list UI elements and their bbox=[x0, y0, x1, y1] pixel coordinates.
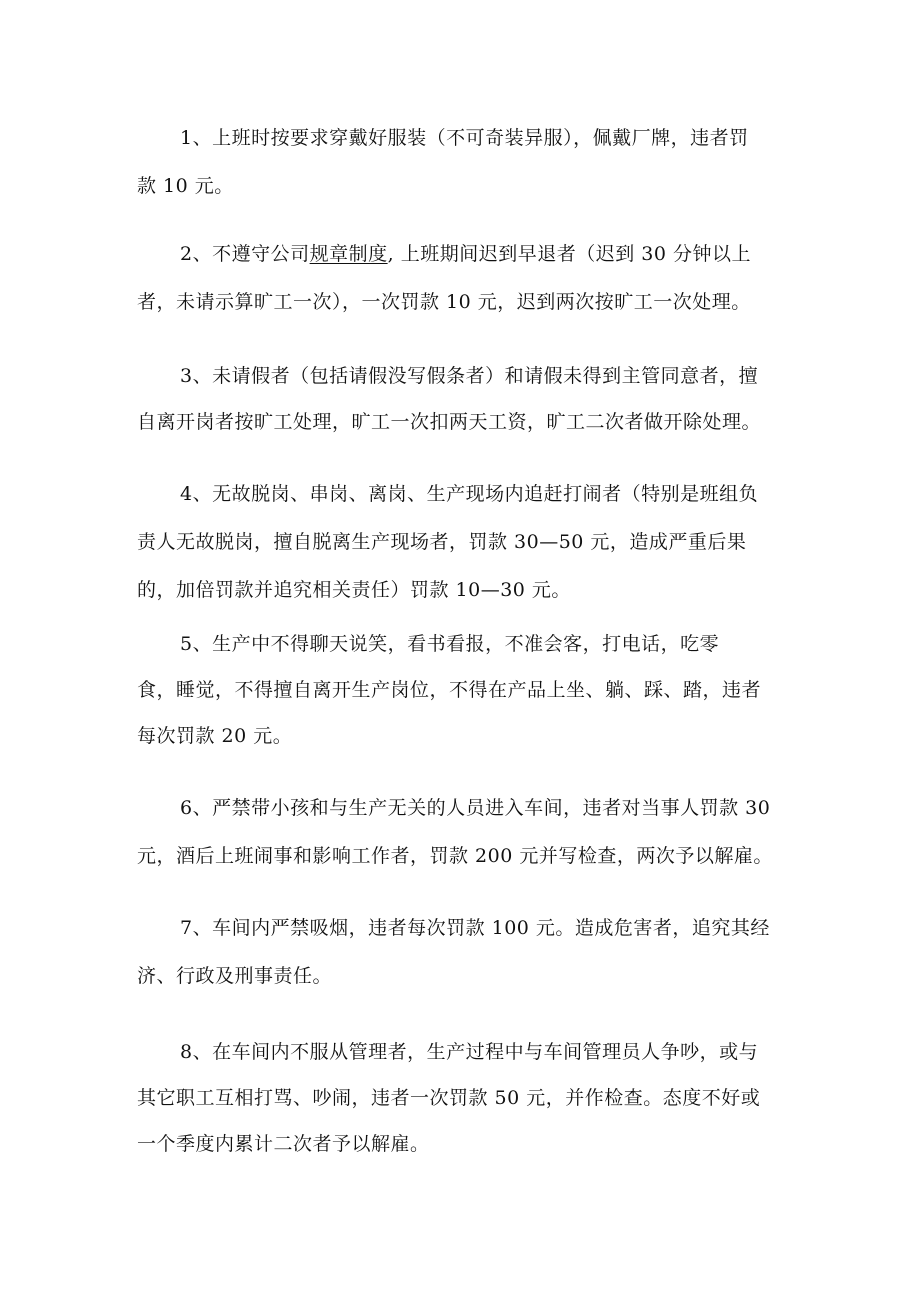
rule-1-line-1: 1、上班时按要求穿戴好服装（不可奇装异服），佩戴厂牌，违者罚 bbox=[180, 127, 749, 149]
rule-8-line-1: 8、在车间内不服从管理者，生产过程中与车间管理员人争吵，或与 bbox=[180, 1041, 759, 1063]
rule-2-underlined-term: 规章制度 bbox=[309, 243, 388, 265]
rule-3-line-1: 3、未请假者（包括请假没写假条者）和请假未得到主管同意者，擅 bbox=[180, 365, 759, 387]
rule-2-text-end: , 上班期间迟到早退者（迟到 30 分钟以上 bbox=[387, 243, 751, 265]
rule-8-line-2: 其它职工互相打骂、吵闹，违者一次罚款 50 元，并作检查。态度不好或 bbox=[137, 1087, 761, 1109]
rule-2-text-start: 2、不遵守公司 bbox=[180, 243, 310, 265]
rule-5-line-1: 5、生产中不得聊天说笑，看书看报，不准会客，打电话，吃零 bbox=[180, 633, 720, 655]
rule-7-line-1: 7、车间内严禁吸烟，违者每次罚款 100 元。造成危害者，追究其经 bbox=[180, 917, 770, 939]
rule-6-line-2: 元，酒后上班闹事和影响工作者，罚款 200 元并写检查，两次予以解雇。 bbox=[137, 845, 773, 867]
rule-2-line-2: 者，未请示算旷工一次），一次罚款 10 元，迟到两次按旷工一次处理。 bbox=[137, 291, 751, 313]
rule-5-line-2: 食，睡觉，不得擅自离开生产岗位，不得在产品上坐、躺、踩、踏，违者 bbox=[137, 679, 762, 701]
rule-4-line-1: 4、无故脱岗、串岗、离岗、生产现场内追赶打闹者（特别是班组负 bbox=[180, 483, 759, 505]
rule-6-line-1: 6、严禁带小孩和与生产无关的人员进入车间，违者对当事人罚款 30 bbox=[180, 797, 771, 819]
rule-8-line-3: 一个季度内累计二次者予以解雇。 bbox=[137, 1133, 430, 1155]
rule-7-line-2: 济、行政及刑事责任。 bbox=[137, 965, 333, 987]
rule-5-line-3: 每次罚款 20 元。 bbox=[137, 725, 293, 747]
rule-4-line-3: 的，加倍罚款并追究相关责任）罚款 10—30 元。 bbox=[137, 579, 571, 601]
rule-1-line-2: 款 10 元。 bbox=[137, 175, 234, 197]
rule-3-line-2: 自离开岗者按旷工处理，旷工一次扣两天工资，旷工二次者做开除处理。 bbox=[137, 411, 762, 433]
rule-4-line-2: 责人无故脱岗，擅自脱离生产现场者，罚款 30—50 元，造成严重后果 bbox=[137, 531, 747, 553]
rule-2-line-1 bbox=[180, 241, 751, 267]
